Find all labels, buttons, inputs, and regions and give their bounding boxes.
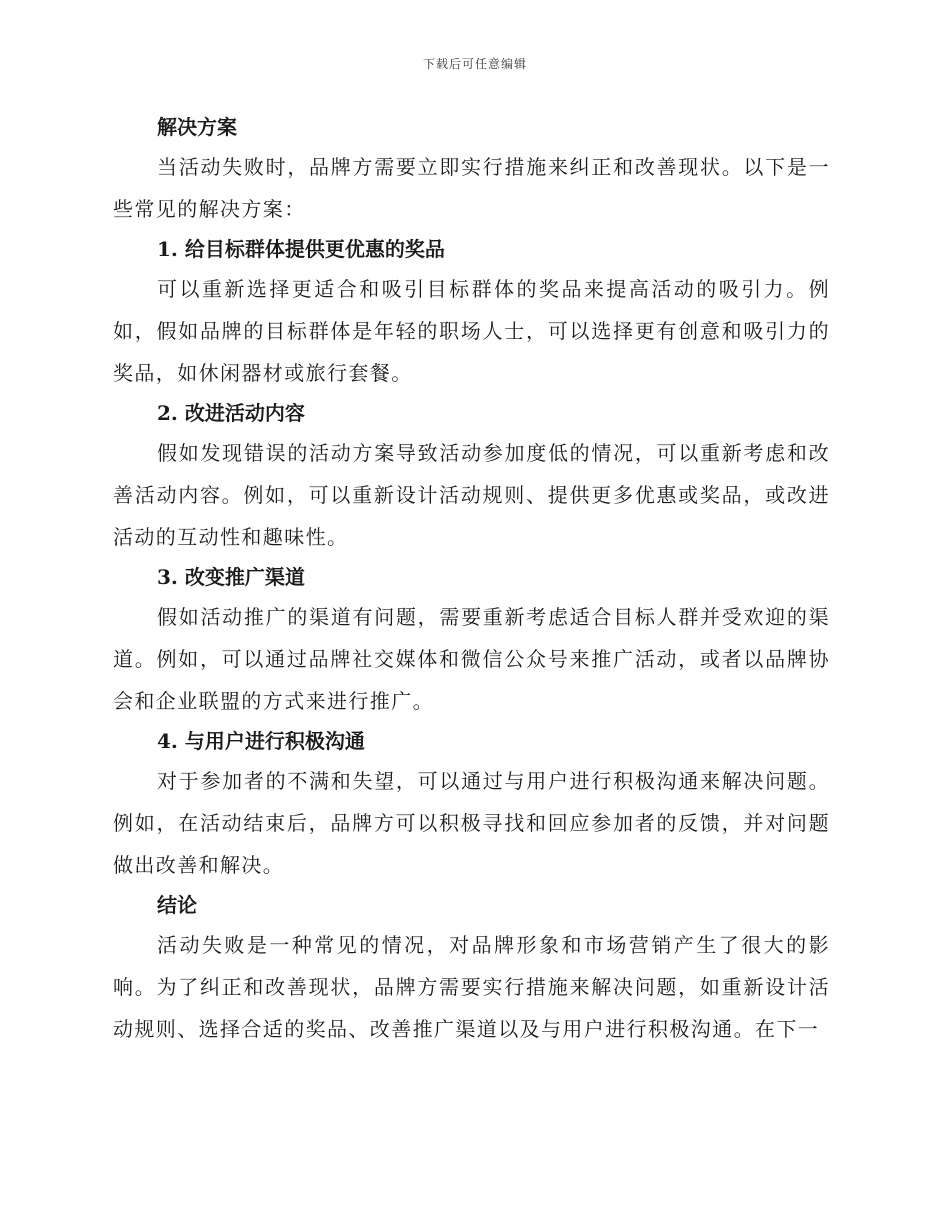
section-paragraph: 当活动失败时，品牌方需要立即实行措施来纠正和改善现状。以下是一些常见的解决方案：: [113, 155, 830, 221]
section-heading: 2. 改进活动内容: [157, 401, 305, 425]
section-paragraph: 假如发现错误的活动方案导致活动参加度低的情况，可以重新考虑和改善活动内容。例如，可以重新设计活动规则、提供更多优惠或奖品，或改进活动的互动性和趣味性。: [113, 441, 830, 549]
document-body: [113, 108, 830, 1050]
section-better-prizes: [113, 230, 830, 394]
section-change-channels: [113, 558, 830, 722]
section-solutions: [113, 108, 830, 230]
section-communicate: [113, 722, 830, 886]
section-paragraph: 假如活动推广的渠道有问题，需要重新考虑适合目标人群并受欢迎的渠道。例如，可以通过品牌社交媒体和微信公众号来推广活动，或者以品牌协会和企业联盟的方式来进行推广。: [113, 605, 830, 713]
section-heading: 1. 给目标群体提供更优惠的奖品: [157, 237, 445, 261]
section-paragraph: 可以重新选择更适合和吸引目标群体的奖品来提高活动的吸引力。例如，假如品牌的目标群体是年轻的职场人士，可以选择更有创意和吸引力的奖品，如休闲器材或旅行套餐。: [113, 277, 830, 385]
section-heading: 解决方案: [157, 115, 237, 139]
section-improve-content: [113, 394, 830, 558]
page-header: 下载后可任意编辑: [422, 57, 527, 71]
section-conclusion: [113, 886, 830, 1050]
section-heading: 4. 与用户进行积极沟通: [157, 729, 365, 753]
section-heading: 3. 改变推广渠道: [157, 565, 305, 589]
section-heading: 结论: [157, 893, 197, 917]
section-paragraph: 对于参加者的不满和失望，可以通过与用户进行积极沟通来解决问题。例如，在活动结束后，品牌方可以积极寻找和回应参加者的反馈，并对问题做出改善和解决。: [113, 769, 830, 877]
section-paragraph: 活动失败是一种常见的情况，对品牌形象和市场营销产生了很大的影响。为了纠正和改善现状，品牌方需要实行措施来解决问题，如重新设计活动规则、选择合适的奖品、改善推广渠道以及与用户进行积极沟通。在下一: [113, 933, 830, 1041]
